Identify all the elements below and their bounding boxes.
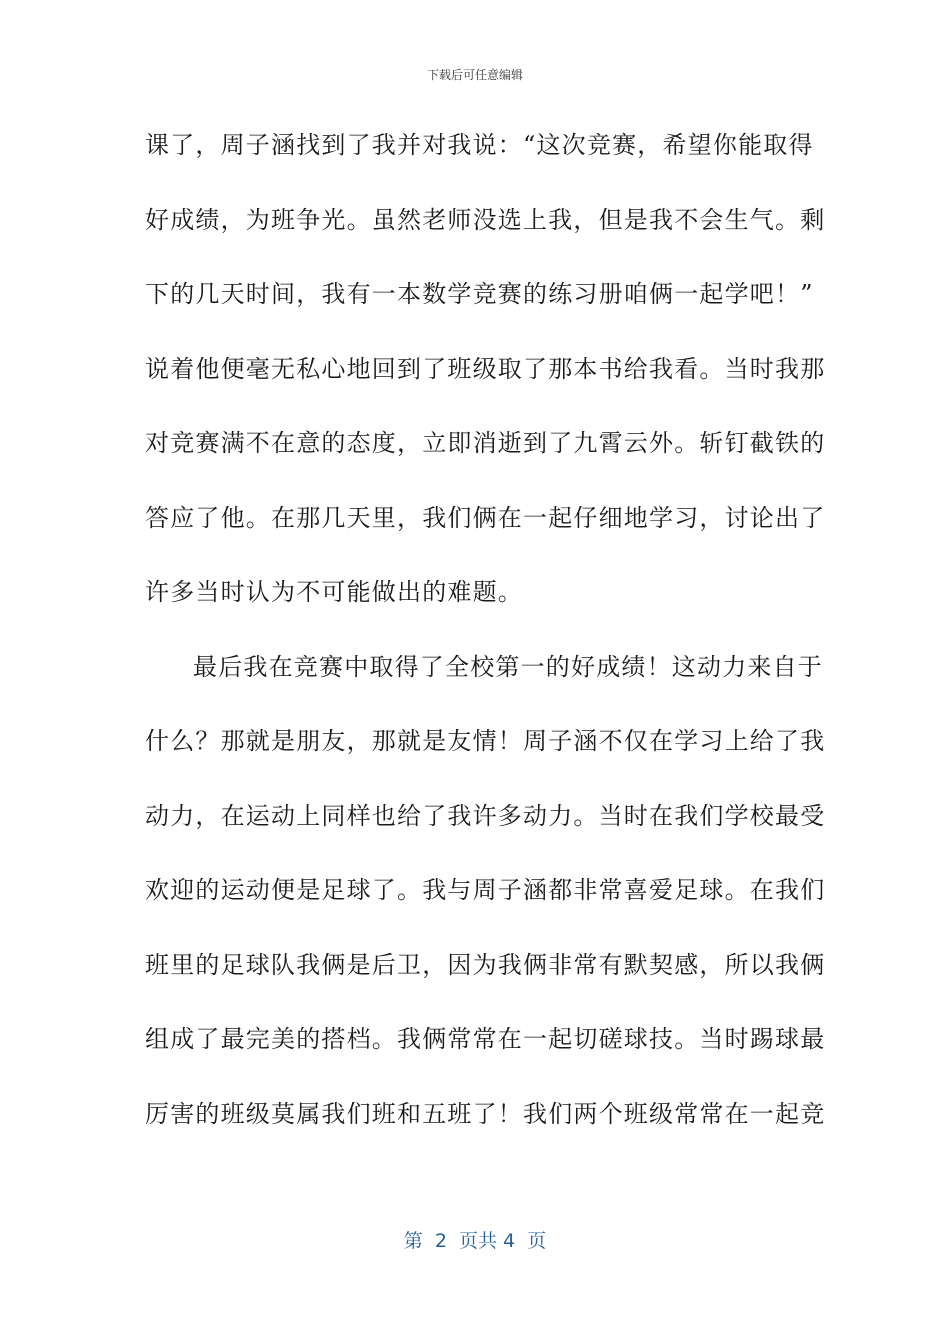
text-line: 答应了他。在那几天里，我们俩在一起仔细地学习，讨论出了 xyxy=(145,503,826,532)
text-line: 下的几天时间，我有一本数学竞赛的练习册咱俩一起学吧！” xyxy=(145,280,814,308)
text-line: 好成绩，为班争光。虽然老师没选上我，但是我不会生气。剩 xyxy=(145,205,826,234)
page-header: 下载后可任意编辑 xyxy=(426,68,523,82)
text-line: 许多当时认为不可能做出的难题。 xyxy=(145,578,523,606)
text-line: 对竞赛满不在意的态度，立即消逝到了九霄云外。斩钉截铁的 xyxy=(145,429,826,457)
paragraph-1 xyxy=(145,120,826,642)
page-number-footer: 第 2 页共 4 页 xyxy=(403,1230,547,1252)
text-line: 组成了最完美的搭档。我俩常常在一起切磋球技。当时踢球最 xyxy=(145,1025,826,1053)
paragraph-2 xyxy=(145,642,826,1164)
text-line: 说着他便毫无私心地回到了班级取了那本书给我看。当时我那 xyxy=(145,354,826,383)
text-line: 动力，在运动上同样也给了我许多动力。当时在我们学校最受 xyxy=(145,801,826,830)
text-line: 课了，周子涵找到了我并对我说：“这次竞赛，希望你能取得 xyxy=(145,131,814,159)
text-line: 厉害的班级莫属我们班和五班了！我们两个班级常常在一起竞 xyxy=(145,1099,826,1128)
text-line: 班里的足球队我俩是后卫，因为我俩非常有默契感，所以我俩 xyxy=(145,950,826,979)
text-line: 欢迎的运动便是足球了。我与周子涵都非常喜爱足球。在我们 xyxy=(145,876,826,904)
text-line: 什么？那就是朋友，那就是友情！周子涵不仅在学习上给了我 xyxy=(145,727,826,755)
document-body xyxy=(145,120,826,1163)
text-line: 最后我在竞赛中取得了全校第一的好成绩！这动力来自于 xyxy=(193,652,823,681)
